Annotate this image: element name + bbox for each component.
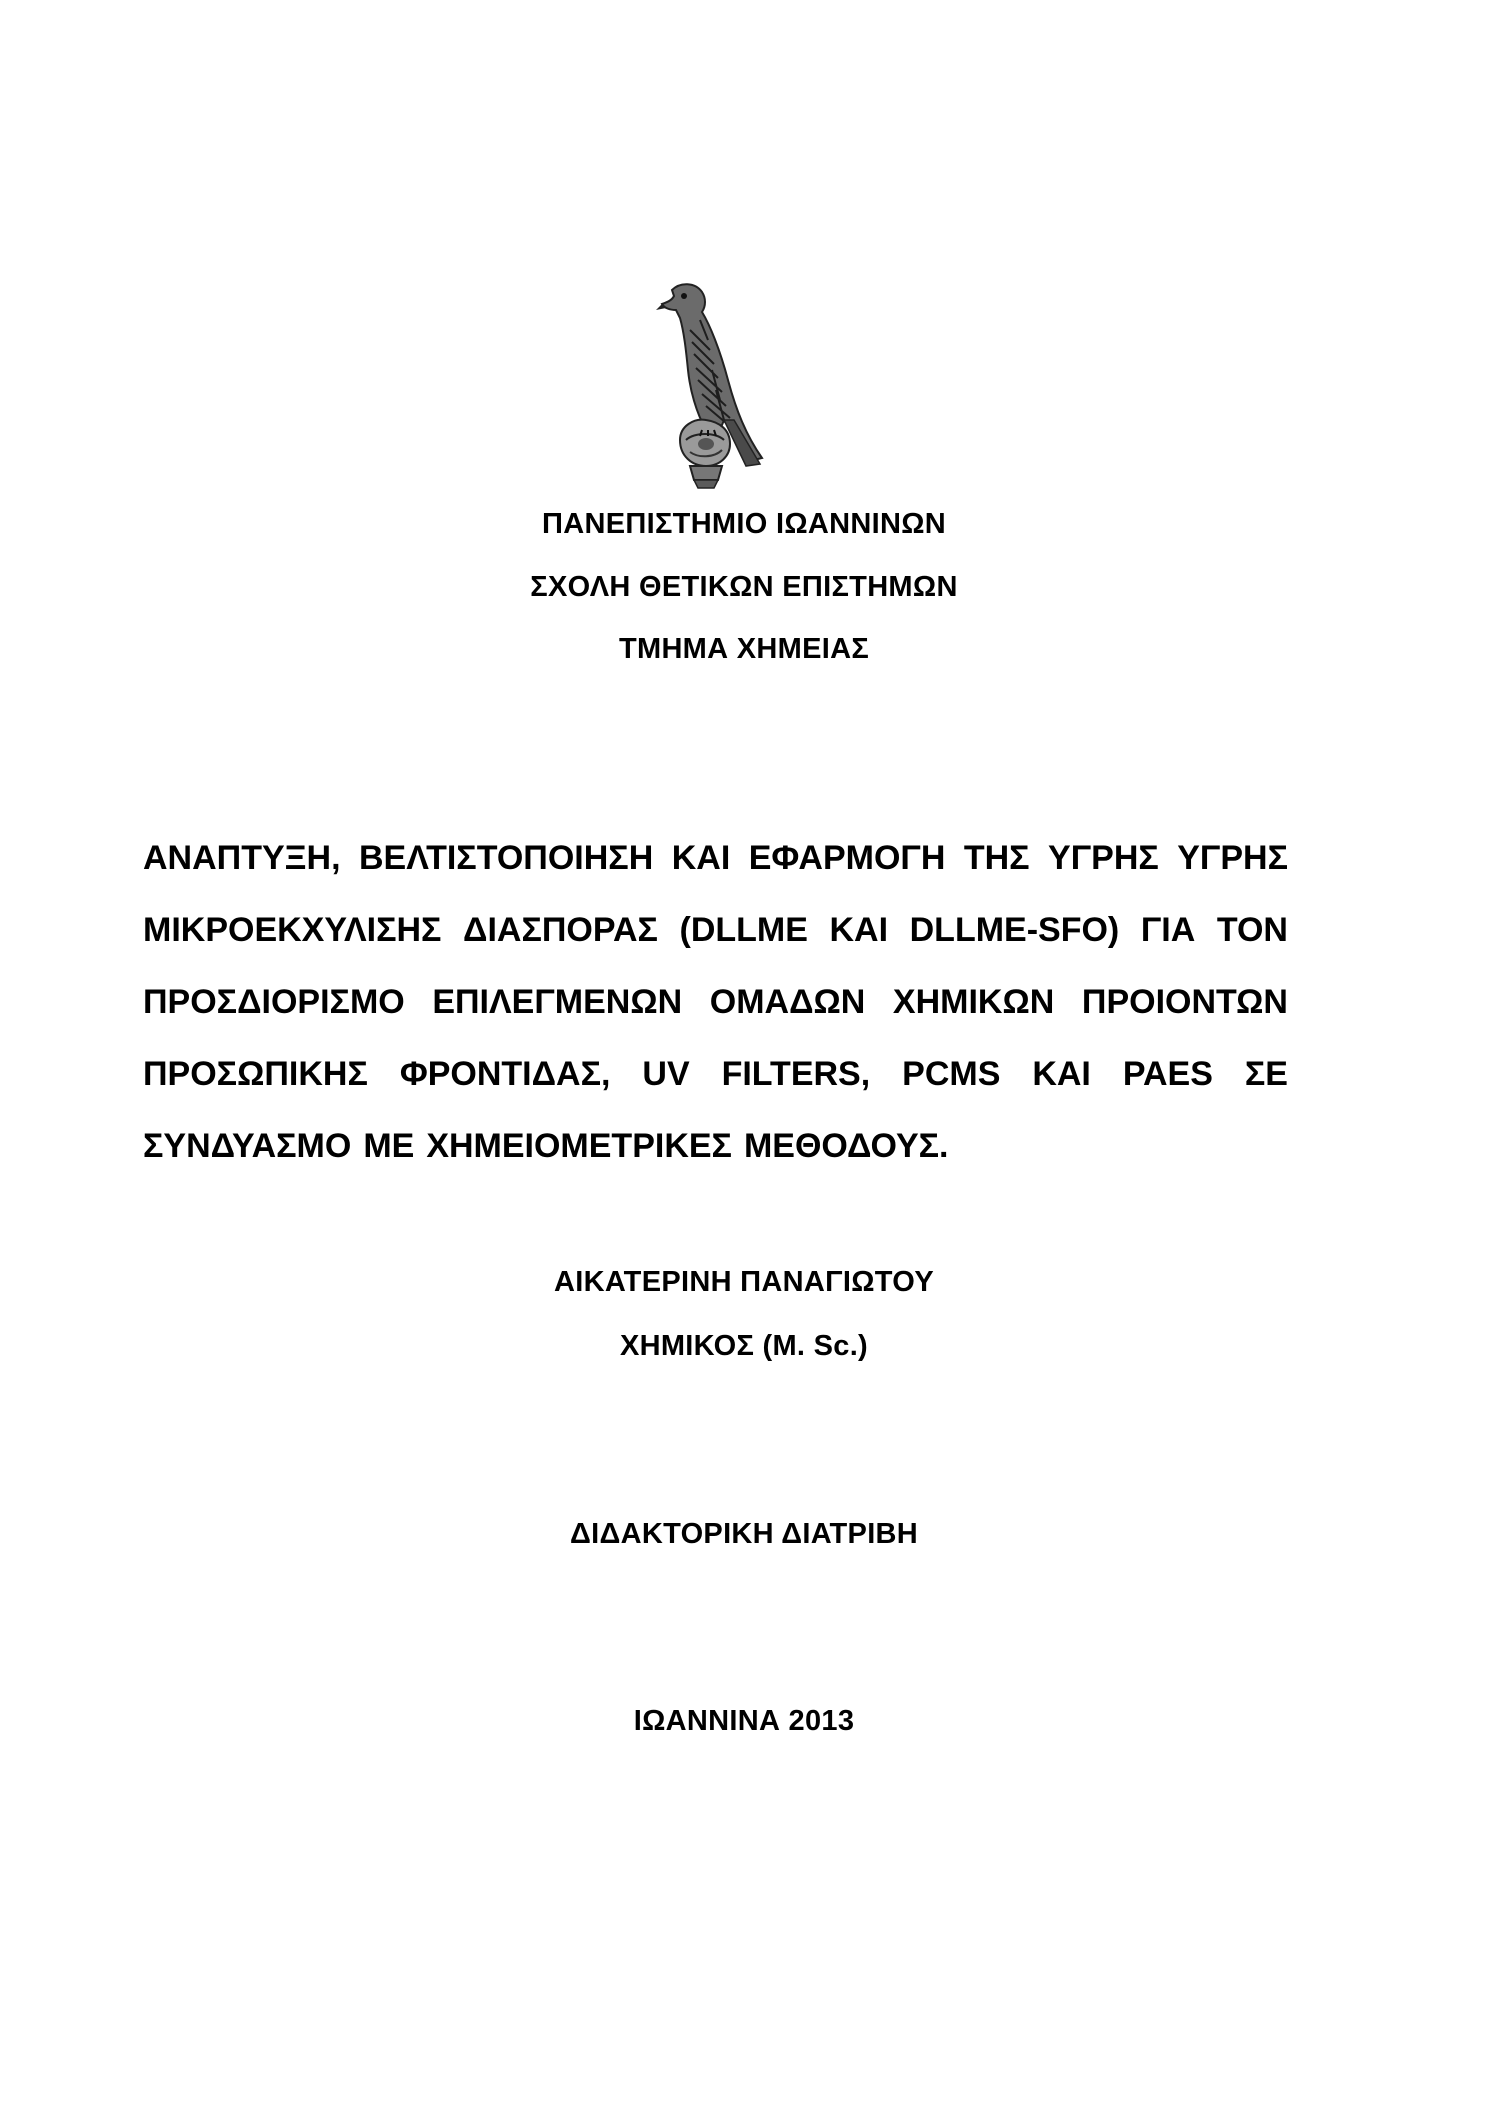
title-word: ΜΕ	[363, 1127, 415, 1165]
title-word: DLLME-SFO)	[909, 911, 1120, 949]
title-word: ΚΑΙ	[671, 839, 731, 877]
title-word: ΣΥΝΔΥΑΣΜΟ	[143, 1127, 352, 1165]
title-word: ΑΝΑΠΤΥΞΗ,	[143, 839, 341, 877]
title-word: ΕΠΙΛΕΓΜΕΝΩΝ	[432, 983, 683, 1021]
school-name: ΣΧΟΛΗ ΘΕΤΙΚΩΝ ΕΠΙΣΤΗΜΩΝ	[530, 571, 958, 603]
document-type: ΔΙΔΑΚΤΟΡΙΚΗ ΔΙΑΤΡΙΒΗ	[569, 1518, 919, 1550]
author-degree: ΧΗΜΙΚΟΣ (M. Sc.)	[619, 1330, 869, 1362]
title-line-2	[143, 910, 1288, 982]
title-word: ΠΡΟΣΔΙΟΡΙΣΜΟ	[143, 983, 405, 1021]
title-word: ΔΙΑΣΠΟΡΑΣ	[463, 911, 658, 949]
title-word: FILTERS,	[721, 1055, 871, 1093]
title-word: ΜΕΘΟΔΟΥΣ.	[743, 1127, 949, 1165]
title-word: ΤΟΝ	[1216, 911, 1288, 949]
title-word: ΥΓΡΗΣ	[1177, 839, 1288, 877]
title-word: ΚΑΙ	[829, 911, 889, 949]
title-word: PAES	[1122, 1055, 1213, 1093]
author-name: ΑΙΚΑΤΕΡΙΝΗ ΠΑΝΑΓΙΩΤΟΥ	[554, 1266, 934, 1298]
title-line-5	[143, 1126, 1288, 1198]
title-word: ΠΡΟΙΟΝΤΩΝ	[1081, 983, 1288, 1021]
title-line-1	[143, 838, 1288, 910]
title-word: ΥΓΡΗΣ	[1048, 839, 1159, 877]
title-word: ΜΙΚΡΟΕΚΧΥΛΙΣΗΣ	[143, 911, 442, 949]
title-word: ΚΑΙ	[1032, 1055, 1091, 1093]
title-word: ΣΕ	[1244, 1055, 1288, 1093]
title-word: ΓΙΑ	[1140, 911, 1196, 949]
title-word: ΧΗΜΙΚΩΝ	[892, 983, 1055, 1021]
title-line-4	[143, 1054, 1288, 1126]
title-word: ΟΜΑΔΩΝ	[709, 983, 866, 1021]
title-word: ΧΗΜΕΙΟΜΕΤΡΙΚΕΣ	[426, 1127, 732, 1165]
title-word: PCMS	[902, 1055, 1001, 1093]
title-word: UV	[642, 1055, 690, 1093]
title-word: ΕΦΑΡΜΟΓΗ	[748, 839, 946, 877]
title-word: ΒΕΛΤΙΣΤΟΠΟΙΗΣΗ	[359, 839, 654, 877]
hawk-emblem-icon	[650, 280, 770, 490]
title-word: (DLLME	[679, 911, 808, 949]
university-name: ΠΑΝΕΠΙΣΤΗΜΙΟ ΙΩΑΝΝΙΝΩΝ	[542, 508, 946, 540]
thesis-title	[143, 838, 1288, 1198]
title-word: ΠΡΟΣΩΠΙΚΗΣ	[143, 1055, 368, 1093]
department-name: ΤΜΗΜΑ ΧΗΜΕΙΑΣ	[618, 633, 870, 665]
title-line-3	[143, 982, 1288, 1054]
title-word: ΤΗΣ	[963, 839, 1030, 877]
place-year: ΙΩΑΝΝΙΝΑ 2013	[633, 1705, 855, 1737]
title-word: ΦΡΟΝΤΙΔΑΣ,	[399, 1055, 611, 1093]
